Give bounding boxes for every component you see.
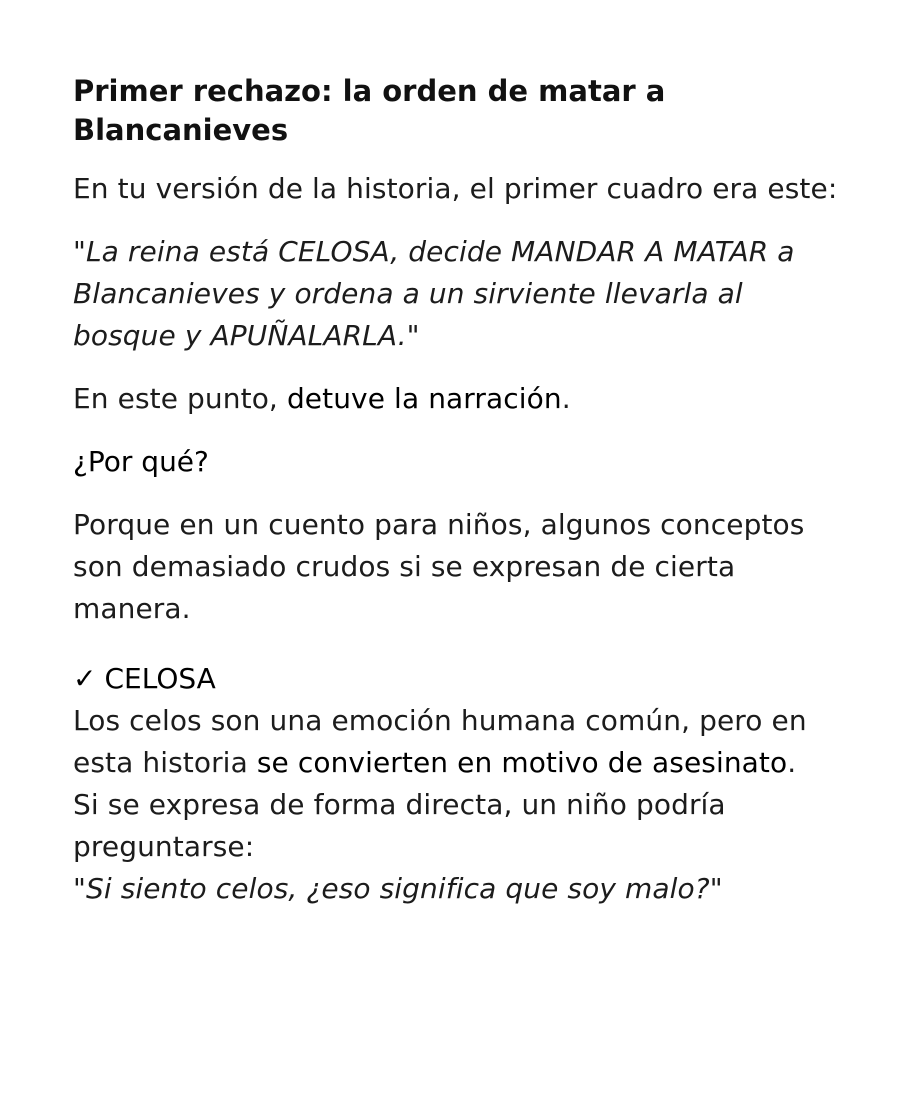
stop-paragraph bbox=[73, 378, 840, 420]
stop-emphasis: detuve la narración bbox=[286, 382, 562, 415]
intro-paragraph: En tu versión de la historia, el primer cuadro era este: bbox=[73, 172, 838, 205]
check-label: CELOSA bbox=[104, 662, 216, 695]
story-quote: "La reina está CELOSA, decide MANDAR A MATAR a Blancanieves y ordena a un sirviente llevarla al bosque y APUÑALARLA." bbox=[73, 235, 795, 352]
section-heading: Primer rechazo: la orden de matar a Blancanieves bbox=[73, 74, 666, 147]
celos-quote: "Si siento celos, ¿eso significa que soy malo?" bbox=[73, 872, 723, 905]
celos-line-3: Si se expresa de forma directa, un niño podría preguntarse: bbox=[73, 788, 726, 863]
celos-line-2-after: . bbox=[787, 746, 797, 779]
stop-text-after: . bbox=[561, 382, 571, 415]
stop-text-before: En este punto, bbox=[73, 382, 287, 415]
check-heading bbox=[73, 658, 840, 700]
celos-line-1: Los celos son una emoción humana común, pero en bbox=[73, 704, 807, 737]
celos-line-2-before: esta historia bbox=[73, 746, 257, 779]
why-question: ¿Por qué? bbox=[73, 445, 209, 478]
celos-explanation bbox=[73, 700, 840, 910]
because-paragraph: Porque en un cuento para niños, algunos conceptos son demasiado crudos si se expresan de cierta manera. bbox=[73, 508, 805, 625]
check-mark-icon: ✓ bbox=[73, 662, 97, 695]
celos-emphasis: se convierten en motivo de asesinato bbox=[256, 746, 788, 779]
celos-line-2 bbox=[73, 742, 840, 784]
